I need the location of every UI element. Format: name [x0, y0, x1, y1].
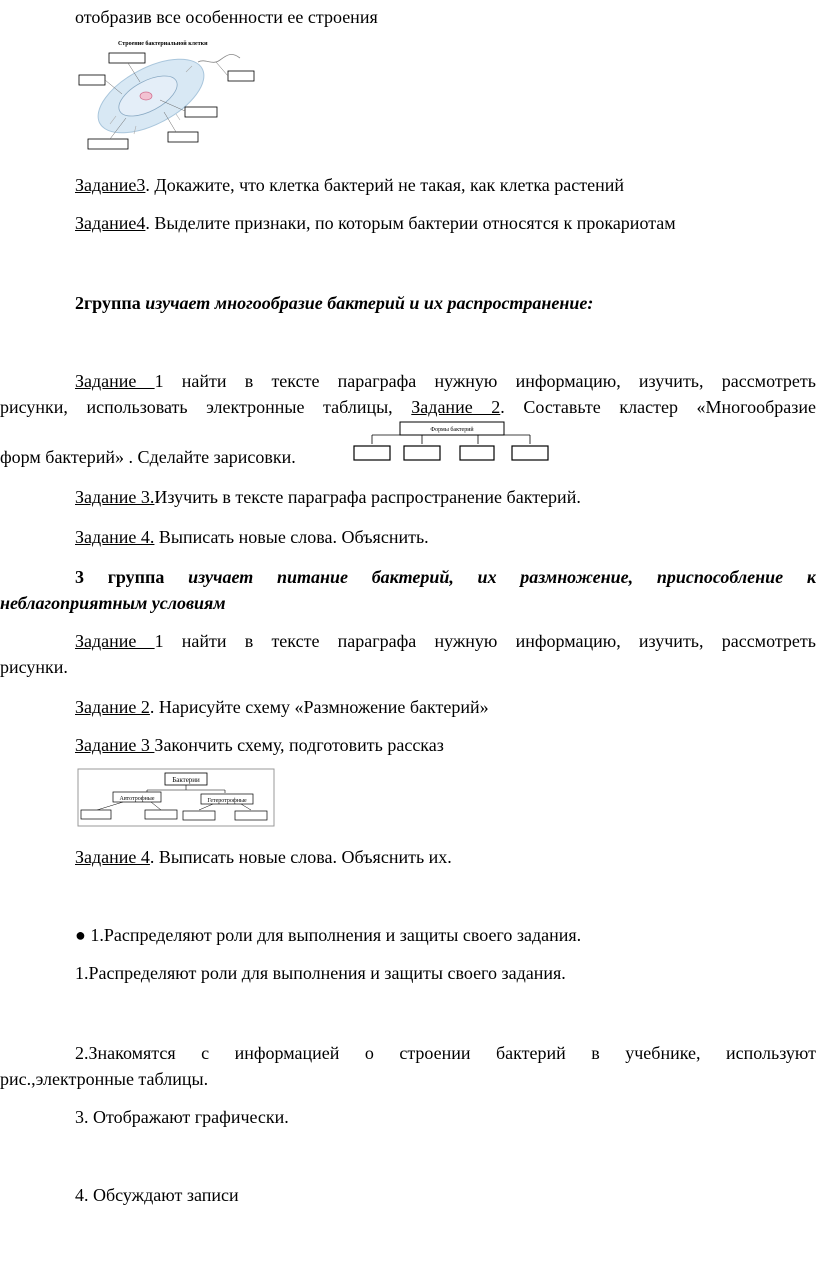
forms-child-box [404, 446, 440, 460]
forms-child-box [460, 446, 494, 460]
group-3-heading-line1 [75, 566, 816, 588]
scheme-empty-box [81, 810, 111, 819]
forms-root-label: Формы бактерий [430, 427, 474, 433]
task-label: Задание [75, 631, 155, 651]
task-text: . Выписать новые слова. Объяснить их. [149, 847, 452, 867]
task-text: 1 найти в тексте параграфа нужную информацию, изучить, рассмотреть [154, 631, 816, 651]
task-4-line [75, 212, 816, 234]
group-2-task-4-line [75, 526, 816, 548]
bacteria-cell-figure [76, 38, 256, 152]
cell-label-box [88, 139, 128, 149]
group-label: 3 группа [75, 567, 165, 587]
group-label: 2группа [75, 293, 146, 313]
group-2-task-3-line [75, 486, 816, 508]
cell-label-box [109, 53, 145, 63]
group-3-task-2-line [75, 696, 816, 718]
intro-line: отобразив все особенности ее строения [75, 7, 378, 27]
task-3-line [75, 174, 816, 196]
forms-child-box [512, 446, 548, 460]
nutrition-scheme-figure [77, 768, 277, 828]
task-label: Задание 4 [75, 847, 150, 867]
task-text: Выписать новые слова. Объяснить. [154, 527, 429, 547]
task-label: Задание [75, 371, 155, 391]
step-2-line1: 2.Знакомятся с информацией о строении бактерий в учебнике, используют [75, 1043, 816, 1063]
task-label: Задание 4. [75, 527, 155, 547]
task-label: Задание 3 [75, 735, 155, 755]
group-3-task-4-line [75, 846, 816, 868]
scheme-right-label: Гетеротрофные [207, 798, 247, 804]
bulleted-step [75, 924, 816, 946]
task-text: . Нарисуйте схему «Размножение бактерий» [149, 697, 489, 717]
group-topic: изучает многообразие бактерий и их распространение: [145, 293, 594, 313]
cell-figure-title: Строение бактериальной клетки [118, 41, 208, 47]
group-3-task-3-line [75, 734, 816, 756]
scheme-left-label: Автотрофные [119, 796, 155, 802]
step-text: 1.Распределяют роли для выполнения и защиты своего задания. [85, 925, 582, 945]
step-1: 1.Распределяют роли для выполнения и защиты своего задания. [75, 963, 566, 983]
task-text: рисунки, использовать электронные таблицы, [0, 397, 412, 417]
group-3-heading-line2 [0, 592, 816, 614]
nutrition-scheme-diagram [77, 768, 277, 828]
cell-label-box [168, 132, 198, 142]
task-text: 1 найти в тексте параграфа нужную информацию, изучить, рассмотреть [154, 371, 816, 391]
scheme-empty-box [235, 811, 267, 820]
step-4: 4. Обсуждают записи [75, 1185, 239, 1205]
step-2-line2: рис.,электронные таблицы. [0, 1069, 209, 1089]
group-topic: неблагоприятным условиям [0, 593, 226, 613]
task-label: Задание 2 [75, 697, 150, 717]
task-label: Задание4 [75, 213, 146, 233]
cell-label-box [185, 107, 217, 117]
group-3-task-1-line1 [75, 630, 816, 652]
bullet-icon: ● [75, 925, 86, 945]
flagellum-shape [198, 54, 240, 62]
scheme-empty-box [145, 810, 177, 819]
cell-diagram [76, 38, 256, 152]
forms-cluster-figure [350, 420, 552, 464]
task-label: Задание 3. [75, 487, 155, 507]
nucleoid-shape [140, 92, 152, 100]
task-text: . Докажите, что клетка бактерий не такая, как клетка растений [145, 175, 625, 195]
scheme-empty-box [183, 811, 215, 820]
group-2-task-2-line3: форм бактерий» . Сделайте зарисовки. [0, 447, 296, 467]
forms-cluster-diagram [350, 420, 552, 464]
task-label: Задание3 [75, 175, 146, 195]
forms-child-box [354, 446, 390, 460]
task-text: Закончить схему, подготовить рассказ [154, 735, 444, 755]
task-text: . Выделите признаки, по которым бактерии относятся к прокариотам [145, 213, 676, 233]
group-2-task-1-line2 [0, 396, 816, 418]
scheme-root-label: Бактерии [172, 776, 200, 784]
group-2-task-1-line1 [75, 370, 816, 392]
cell-label-box [228, 71, 254, 81]
task-text: . Составьте кластер «Многообразие [500, 397, 816, 417]
task-text: Изучить в тексте параграфа распространение бактерий. [154, 487, 581, 507]
cell-label-box [79, 75, 105, 85]
group-topic: изучает питание бактерий, их размножение, приспособление к [164, 567, 816, 587]
group-3-task-1-line2: рисунки. [0, 657, 68, 677]
step-3: 3. Отображают графически. [75, 1107, 289, 1127]
group-2-heading [75, 292, 816, 314]
task-label: Задание 2 [411, 397, 501, 417]
